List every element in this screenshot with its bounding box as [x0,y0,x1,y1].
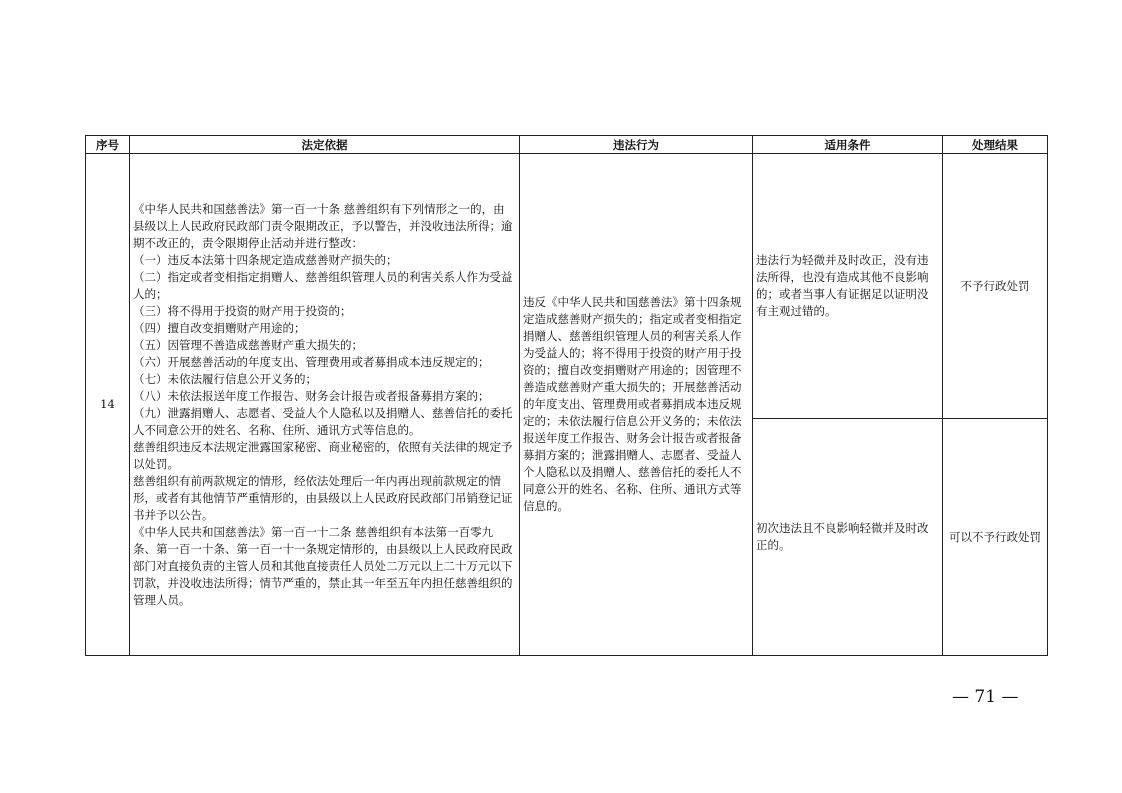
header-violation: 违法行为 [520,136,753,154]
condition-text: 违法行为轻微并及时改正，没有违法所得，也没有造成其他不良影响的；或者当事人有证据足以证明没有主观过错的。 [756,253,929,318]
violation-text: 违反《中华人民共和国慈善法》第十四条规定造成慈善财产损失的；指定或者变相指定捐赠人、慈善组织管理人员的利害关系人作为受益人的；将不得用于投资的财产用于投资的；擅自改变捐赠财产用途的；因管理不善造成慈善财产重大损失的；开展慈善活动的年度支出、管理费用或者募捐成本违反规定的；未依法履行信息公开义务的；未依法报送年度工作报告、财务会计报告或者报备募捐方案的；泄露捐赠人、志愿者、受益人个人隐私以及捐赠人、慈善信托的委托人不同意公开的姓名、名称、住所、通讯方式等信息的。 [523,295,742,513]
basis-item: （二）指定或者变相指定捐赠人、慈善组织管理人员的利害关系人作为受益人的； [133,269,513,301]
header-result: 处理结果 [943,136,1048,154]
basis-paragraph: 慈善组织有前两款规定的情形，经依法处理后一年内再出现前款规定的情形，或者有其他情节严重情形的，由县级以上人民政府民政部门吊销登记证书并予以公告。 [133,473,513,522]
basis-item: （七）未依法履行信息公开义务的； [133,371,317,386]
result-cell-2 [943,419,1048,656]
table-header-row [86,136,1048,154]
basis-paragraph: 《中华人民共和国慈善法》第一百一十二条 慈善组织有本法第一百零九条、第一百一十条、第一百一十一条规定情形的，由县级以上人民政府民政部门对直接负责的主管人员和其他直接责任人员处二万元以上二十万元以下罚款，并没收违法所得；情节严重的，禁止其一年至五年内担任慈善组织的管理人员。 [133,524,513,607]
basis-item: （一）违反本法第十四条规定造成慈善财产损失的； [133,252,398,267]
seq-cell: 14 [86,154,130,656]
basis-item: （四）擅自改变捐赠财产用途的； [133,320,306,335]
basis-item: （六）开展慈善活动的年度支出、管理费用或者募捐成本违反规定的； [133,354,490,369]
result-cell-1 [943,154,1048,419]
table-row [86,154,1048,419]
result-text: 不予行政处罚 [960,278,1030,293]
basis-item: （九）泄露捐赠人、志愿者、受益人个人隐私以及捐赠人、慈善信托的委托人不同意公开的姓名、名称、住所、通讯方式等信息的。 [133,405,513,437]
condition-cell-1 [753,154,943,419]
header-seq: 序号 [86,136,130,154]
regulation-table [85,135,1048,656]
basis-item: （五）因管理不善造成慈善财产重大损失的； [133,337,363,352]
page-number: — 71 — [952,687,1019,707]
basis-paragraph: 慈善组织违反本法规定泄露国家秘密、商业秘密的，依照有关法律的规定予以处罚。 [133,439,513,471]
basis-item: （八）未依法报送年度工作报告、财务会计报告或者报备募捐方案的； [133,388,490,403]
result-text: 可以不予行政处罚 [949,529,1041,544]
condition-text: 初次违法且不良影响轻微并及时改正的。 [756,521,929,552]
condition-cell-2 [753,419,943,656]
basis-item: （三）将不得用于投资的财产用于投资的； [133,303,352,318]
header-condition: 适用条件 [753,136,943,154]
violation-cell [520,154,753,656]
basis-paragraph: 《中华人民共和国慈善法》第一百一十条 慈善组织有下列情形之一的，由县级以上人民政府民政部门责令限期改正，予以警告，并没收违法所得；逾期不改正的，责令限期停止活动并进行整改： [133,201,513,250]
header-legal-basis: 法定依据 [130,136,520,154]
legal-basis-cell [130,154,520,656]
